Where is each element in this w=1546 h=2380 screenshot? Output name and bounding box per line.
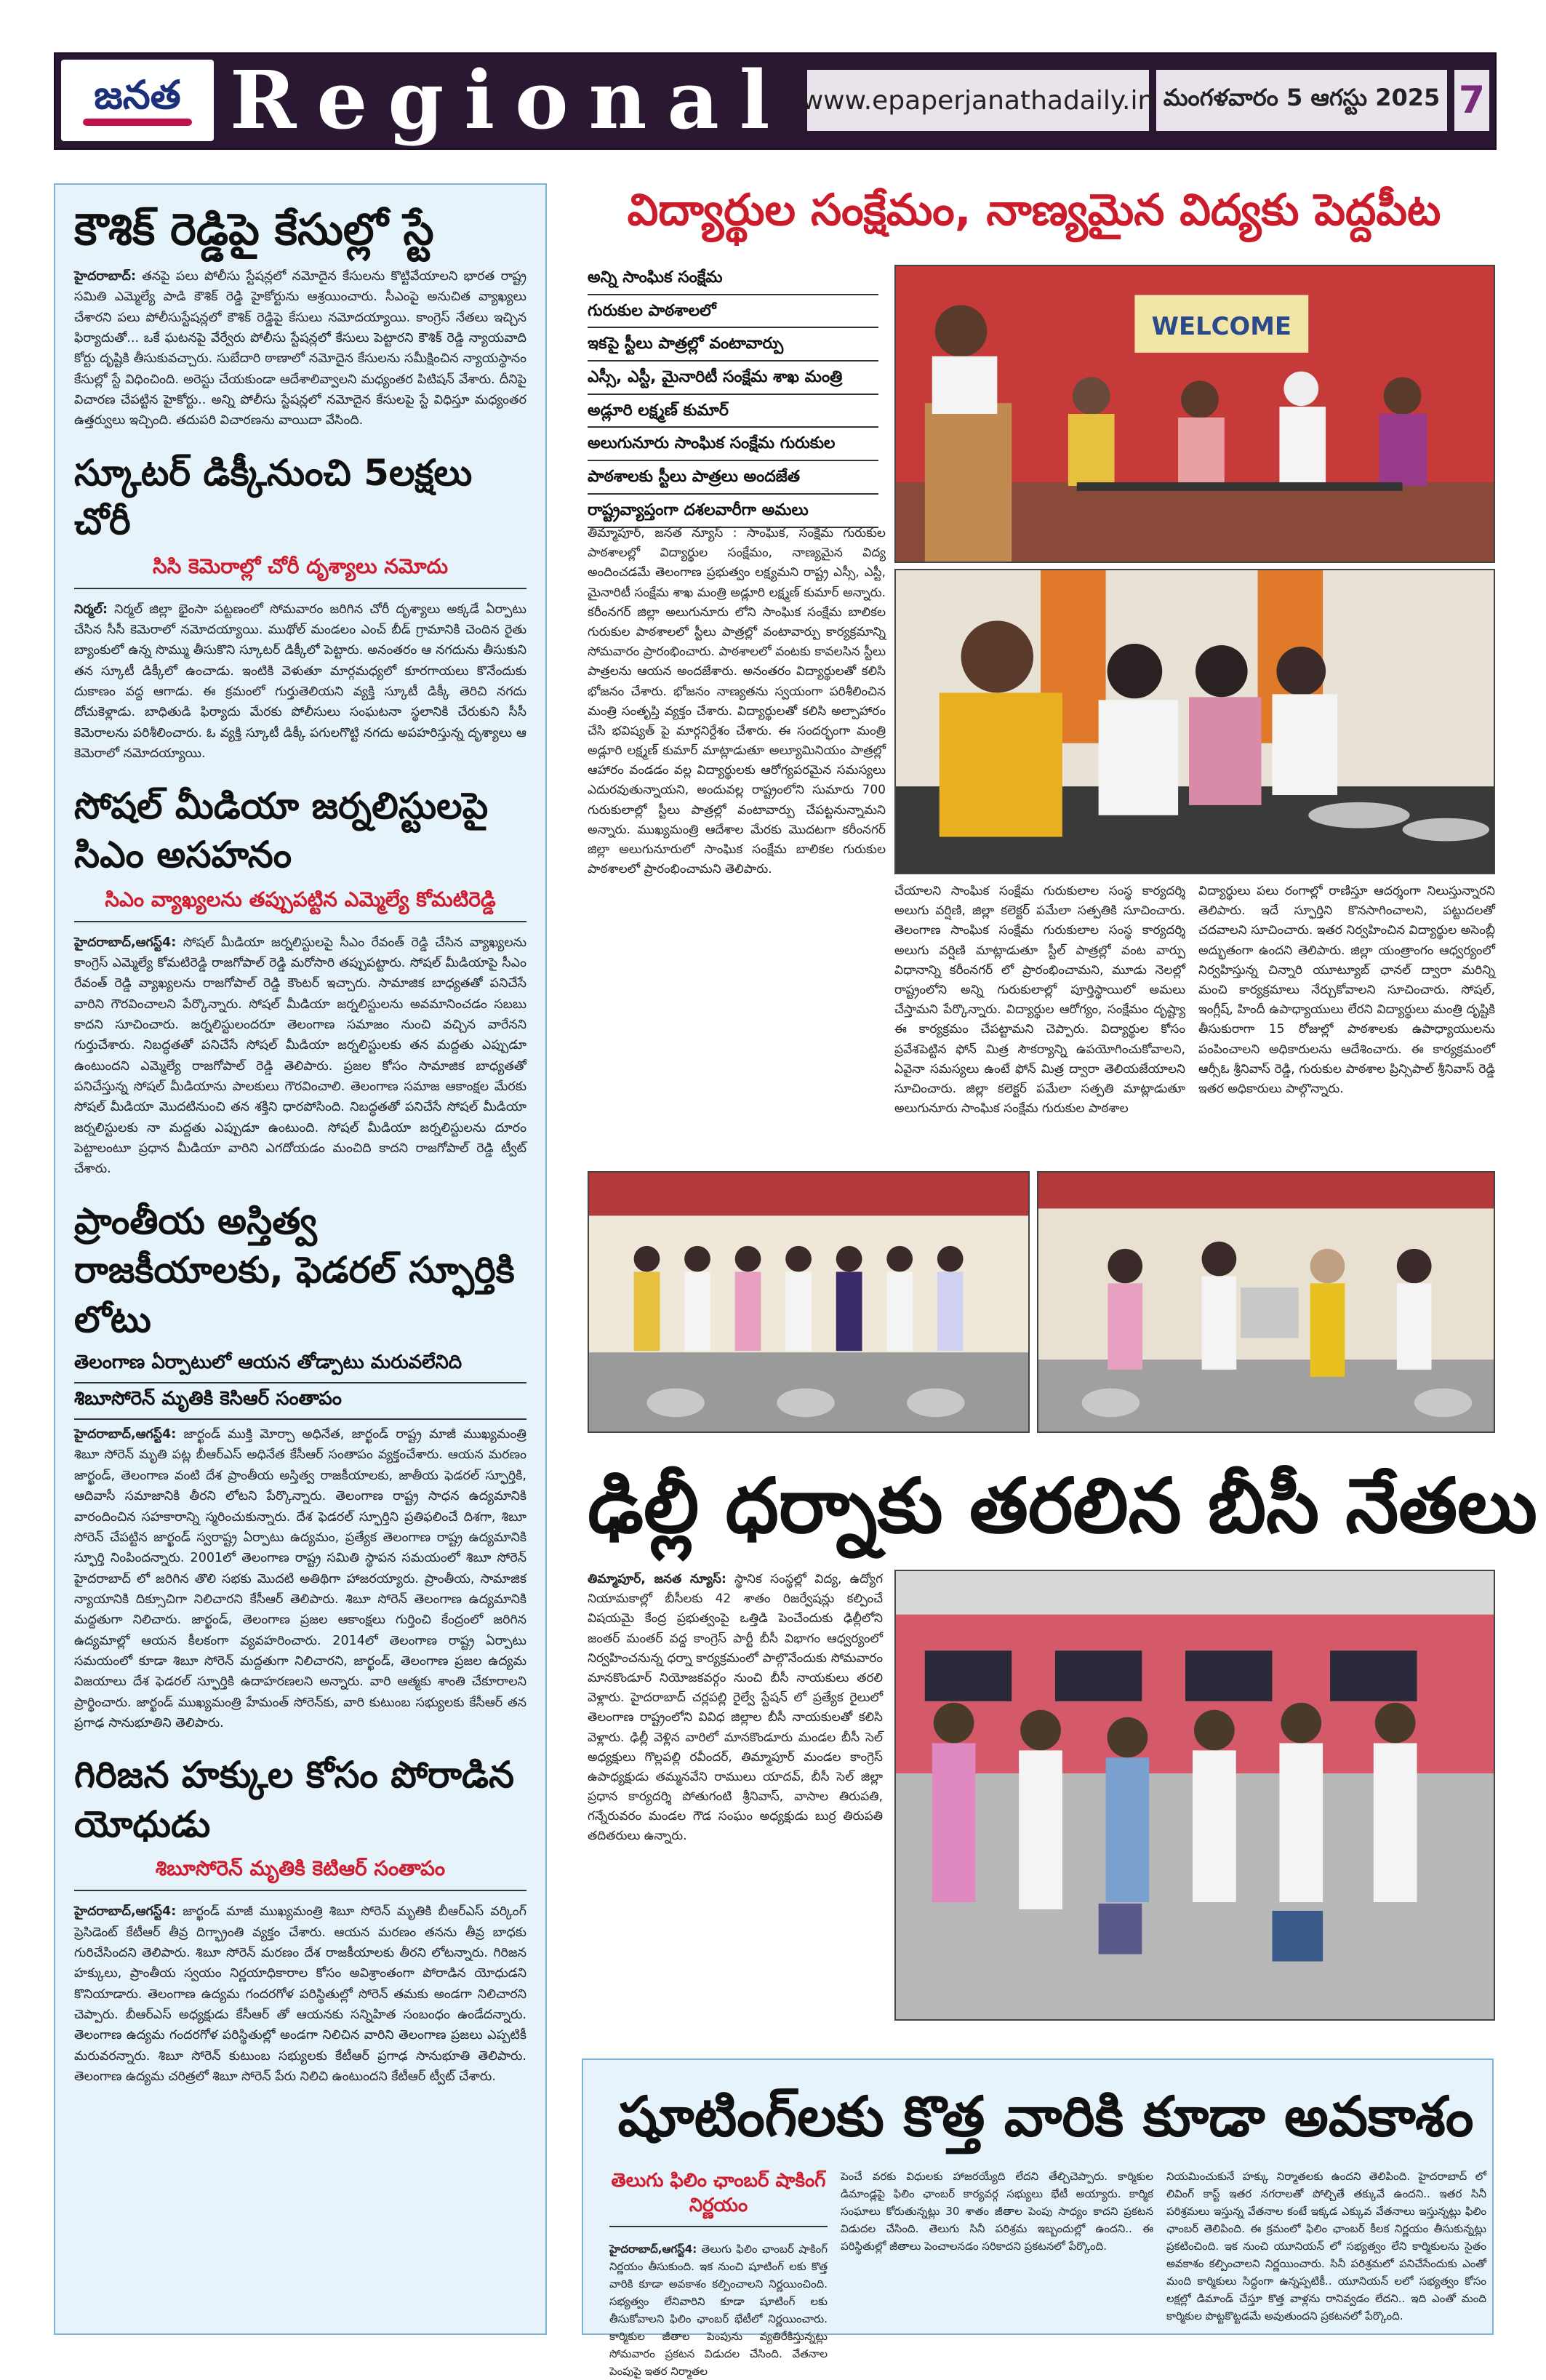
photo-vessel-handover [1037,1171,1495,1433]
film-story-col-3: నియమించుకునే హక్కు నిర్మాతలకు ఉందని తెలిపింది. హైదరాబాద్ లో లివింగ్ కాస్ట్ ఇతర నగరాలతో పోల్చితే తక్కువే ఉందని.. ఇతర సినీ పరిశ్రమలు ఇస్తున్న వేతనాల కంటే ఇక్కడ ఎక్కువ వేతనాలు ఇస్తున్నట్లు ఫిలిం ఛాంబర్ తెలిపింది. ఈ క్రమంలో ఫిలిం ఛాంబర్ కీలక నిర్ణయం తీసుకున్నట్లు ప్రకటించింది. ఇక నుంచి యూనియన్ లో సభ్యత్వం లేని కార్మికులను సైతం అవకాశం కల్పించాలని నిర్ణయించారు. సినీ పరిశ్రమలో పనిచేసేందుకు ఎంతో మంది కార్మికులు సిద్ధంగా ఉన్నప్పటికీ.. యూనియన్ లలో సభ్యత్వం కోసం లక్షల్లో డిమాండ్ చేస్తూ కొత్త వాళ్లను రానివ్వడం లేదని.. ఇది ఎంతో మంది కార్మికుల పొట్టకొట్టడమే అవుతుందని ప్రకటనలో పేర్కొంది. [1166,2170,1486,2323]
story-text: జార్ఖండ్ మాజీ ముఖ్యమంత్రి శిబూ సోరెన్ మృతికి బీఆర్ఎస్ వర్కింగ్ ప్రెసిడెంట్ కేటీఆర్ తీవ్ర దిగ్భ్రాంతి వ్యక్తం చేశారు. ఆయన మరణం తనను తీవ్ర బాధకు గురిచేసిందని తెలిపారు. శిబూ సోరెన్ మరణం దేశ రాజకీయాలకు తీరని లోటన్నారు. గిరిజన హక్కులు, ప్రాంతీయ స్వయం నిర్ణయాధికారాల కోసం అవిశ్రాంతంగా పోరాడిన యోధుడని కొనియాడారు. తెలంగాణ ఉద్యమ గందరగోళ పరిస్థితుల్లో సోరెన్ తమకు అండగా నిలిచారని చెప్పారు. బీఆర్ఎస్ అధ్యక్షుడు కేసీఆర్ తో ఆయనకు సన్నిహిత సంబంధం ఉండేదన్నారు. తెలంగాణ ఉద్యమ గందరగోళ పరిస్థితుల్లో అండగా నిలిచిన వారిని తెలంగాణ ప్రజలు ఎప్పటికీ మరువరన్నారు. శిబూ సోరెన్ కుటుంబ సభ్యులకు కేటీఆర్ ప్రగాఢ సానుభూతి తెలిపారు. తెలంగాణ ఉద్యమ చరిత్రలో శిబూ సోరెన్ పేరు నిలిచి ఉంటుందని కేటీఆర్ ట్వీట్ చేశారు. [74,1904,526,2085]
story-text: తనపై పలు పోలీసు స్టేషన్లలో నమోదైన కేసులను కొట్టివేయాలని భారత రాష్ట్ర సమితి ఎమ్మెల్యే పాడి కౌశిక్ రెడ్డి హైకోర్టును ఆశ్రయించారు. సీఎంపై అనుచిత వ్యాఖ్యలు చేశారని పలు పోలీసుస్టేషన్లలో కౌశిక్ రెడ్డిపై కేసులు నమోదయ్యాయి. కాంగ్రెస్ నేతలు ఇచ్చిన ఫిర్యాదుతో... ఒకే ఘటనపై వేర్వేరు పోలీసు స్టేషన్లలో కేసులు పెట్టారని కౌశిక్ రెడ్డి న్యాయవాది కోర్టు దృష్టికి తీసుకువచ్చారు. సుబేదారి ఠాణాలో నమోదైన కేసులను సమీక్షించిన న్యాయస్థానం కేసుల్లో స్టే విధించింది. అరెస్టు చేయకుండా ఆదేశాలివ్వాలని మధ్యంతర పిటిషన్ వేశారు. దీనిపై విచారణ చేపట్టిన హైకోర్టు.. అన్ని పోలీసు స్టేషన్లలో నమోదైన కేసులపై స్టే విధిస్తూ మధ్యంతర ఉత్తర్వులు ఇచ్చింది. తదుపరి విచారణను వాయిదా వేసింది. [74,269,526,428]
section-title: Regional [230,53,790,147]
welcome-banner: WELCOME [1151,312,1292,341]
dateline: తిమ్మాపూర్, జనత న్యూస్: [588,1572,726,1586]
left-news-column [54,183,547,2335]
deck-line: రాష్ట్రవ్యాప్తంగా దశలవారీగా అమలు [588,495,878,528]
hostel-story-deck [588,262,878,528]
deck-line: అడ్లూరి లక్ష్మణ్ కుమార్ [588,395,878,428]
story-headline: సోషల్ మీడియా జర్నలిస్టులపై సిఎం అసహనం [74,784,489,876]
newspaper-logo [61,60,214,141]
story-text: సోషల్ మీడియా జర్నలిస్టులపై సీఎం రేవంత్ రెడ్డి చేసిన వ్యాఖ్యలను కాంగ్రెస్ ఎమ్మెల్యే కోమటిరెడ్డి రాజగోపాల్ రెడ్డి మరోసారి తప్పుపట్టారు. సోషల్ మీడియాపై సీఎం రేవంత్ రెడ్డి వ్యాఖ్యలను రాజగోపాల్ రెడ్డి కౌంటర్ ఇచ్చారు. సామాజిక బాధ్యతతో పనిచేసే వారిని గౌరవించాలని పేర్కొన్నారు. సోషల్ మీడియా జర్నలిస్టులను అవమానించడం సబబు కాదని సూచించారు. జర్నలిస్టులందరూ తెలంగాణ సమాజం నుంచి వచ్చిన వారేనని గుర్తుచేశారు. నిబద్ధతతో పనిచేసే సోషల్ మీడియా జర్నలిస్టులకు తన మద్దతు ఎప్పుడూ ఉంటుందని ఎమ్మెల్యే రాజగోపాల్ రెడ్డి తెలిపారు. ప్రజల కోసం సామాజిక బాధ్యతతో పనిచేస్తున్న సోషల్ మీడియాను పాలకులు గౌరవించాలి. తెలంగాణ సమాజ ఆకాంక్షల మేరకు సోషల్ మీడియా మొదటినుంచి తన శక్తిని ధారపోసింది. నిబద్ధతతో పనిచేసే సోషల్ మీడియా జర్నలిస్టులకు నా మద్దతు ఎప్పుడూ ఉంటుంది. సోషల్ మీడియా జర్నలిస్టులను దూరం పెట్టాలంటూ ప్రధాన మీడియా వారిని ఎగదోయడం మంచిది కాదని రాజగోపాల్ రెడ్డి ట్వీట్ చేశారు. [74,935,526,1177]
dateline: హైదరాబాద్,ఆగస్ట్4: [74,1904,177,1920]
logo-text: జనత [94,71,181,118]
film-story-subheadline: తెలుగు ఫిలిం ఛాంబర్ షాకింగ్ నిర్ణయం [609,2169,828,2227]
deck-line: పాఠశాలకు స్టీలు పాత్రలు అందజేత [588,461,878,495]
delhi-story-headline: ఢిల్లీ ధర్నాకు తరలిన బీసీ నేతలు [588,1461,1537,1550]
story-text: నిర్మల్ జిల్లా భైంసా పట్టణంలో సోమవారం జరిగిన చోరీ దృశ్యాలు అక్కడే ఏర్పాటు చేసిన సీసీ కెమెరాలో నమోదయ్యాయి. ముథోల్ మండలం ఎంచ్ బీడ్ గ్రామానికి చెందిన రైతు బ్యాంకులో ఉన్న సొమ్ము తీసుకొని స్కూటర్ డిక్కీలో పెట్టారు. అనంతరం ఆ నగదును తీసుకుని తన స్కూటీ డిక్కీలో ఉంచాడు. ఇంటికి వెళుతూ మార్గమధ్యలో కూరగాయలు కొనేందుకు దుకాణం వద్ద ఆగాడు. ఈ క్రమంలో గుర్తుతెలియని వ్యక్తి స్కూటీ డిక్కీ తెరిచి నగదు దోచుకెళ్లాడు. బాధితుడి ఫిర్యాదు మేరకు పోలీసులు సంఘటనా స్థలానికి చేరుకుని సీసీ కెమెరాలను పరిశీలించారు. ఓ వ్యక్తి స్కూటీ డిక్కీ పగులగొట్టి నగదు అపహరిస్తున్న దృశ్యాలు ఆ కెమెరాలో నమోదయ్యాయి. [74,602,527,762]
photo-group [588,1171,1030,1433]
delhi-story-body [588,1570,883,2021]
story-text: జార్ఖండ్ ముక్తి మోర్చా అధినేత, జార్ఖండ్ రాష్ట్ర మాజీ ముఖ్యమంత్రి శిబూ సోరెన్ మృతి పట్ల బీఆర్ఎస్ అధినేత కేసీఆర్ సంతాపం వ్యక్తంచేశారు. ఆయన మరణం జార్ఖండ్, తెలంగాణ వంటి దేశ ప్రాంతీయ అస్తిత్వ రాజకీయాలకు, జాతీయ ఫెడరల్ స్ఫూర్తికి, ఆదివాసీ సమాజానికి తీరని లోటని పేర్కొన్నారు. తెలంగాణ రాష్ట్ర సాధన ఉద్యమానికి వారందించిన సహకారాన్ని స్మరించుకున్నారు. దేశ ఫెడరల్ స్ఫూర్తిని ప్రతిఫలించే దిశగా, శిబూ సోరెన్ చేపట్టిన జార్ఖండ్ స్వరాష్ట్ర ఏర్పాటు ఉద్యమం, ప్రత్యేక తెలంగాణ రాష్ట్ర ఉద్యమానికి స్ఫూర్తి నింపిందన్నారు. 2001లో తెలంగాణ రాష్ట్ర సమితి స్థాపన సమయంలో శిబూ సోరెన్ హైదరాబాద్ లో జరిగిన తొలి సభకు మొదటి అతిథిగా హాజరయ్యారు. ప్రాంతీయ, సామాజిక న్యాయానికి దిక్సూచిగా నిలిచారని కేసీఆర్ తెలిపారు. శిబూ సోరెన్ తెలంగాణ ఉద్యమానికి మద్దతుగా నిలిచారు. జార్ఖండ్, తెలంగాణ ప్రజల ఆకాంక్షలు గుర్తించి కేంద్రంలో జరిగిన ఉద్యమాల్లో ఆయన కీలకంగా వ్యవహరించారు. 2014లో తెలంగాణ రాష్ట్ర ఏర్పాటు సమయంలో కూడా శిబూ సోరెన్ మద్దతుగా నిలిచారని, జార్ఖండ్, తెలంగాణ ప్రజల ఉద్యమ విజయాలు దేశ ఫెడరల్ స్ఫూర్తికి ఉదాహరణలని అన్నారు. వారి ఆత్మకు శాంతి చేకూరాలని ప్రార్థించారు. జార్ఖండ్ ముఖ్యమంత్రి హేమంత్ సోరెన్‌కు, వారి కుటుంబ సభ్యులకు కేసీఆర్ తన ప్రగాఢ సానుభూతిని తెలిపారు. [74,1427,526,1730]
masthead [54,52,1497,150]
story-body [74,1901,526,2087]
film-story-col-1 [609,2240,828,2378]
story-body [74,1424,526,1733]
story-kcr-condolence [74,1197,526,1734]
story-subheadline-2: శిబూసోరెన్ మృతికి కెసిఆర్ సంతాపం [74,1388,526,1420]
story-headline: గిరిజన హక్కుల కోసం పోరాడిన యోధుడు [74,1754,515,1845]
page-number: 7 [1454,70,1489,131]
film-story-headline: షూటింగ్‌లకు కొత్త వారికి కూడా అవకాశం [617,2084,1474,2149]
hostel-story-col-1: తిమ్మాపూర్, జనత న్యూస్ : సాంఘిక, సంక్షేమ గురుకుల పాఠశాలల్లో విద్యార్థుల సంక్షేమం, నాణ్యమైన విద్య అందించడమే తెలంగాణ ప్రభుత్వం లక్ష్యమని రాష్ట్ర ఎస్సీ, ఎస్టీ, మైనారిటీ సంక్షేమ శాఖ మంత్రి అడ్లూరి లక్ష్మణ్ కుమార్ అన్నారు. కరీంనగర్ జిల్లా అలుగునూరు లోని సాంఘిక సంక్షేమ బాలికల గురుకుల పాఠశాలలో స్టీలు పాత్రల్లో వంటావార్పు కార్యక్రమాన్ని సోమవారం ప్రారంభించారు. పాఠశాలలో వంటకు కావలసిన స్టీలు పాత్రలను ఆయన అందజేశారు. అనంతరం విద్యార్థులతో కలిసి భోజనం చేశారు. భోజనం నాణ్యతను స్వయంగా పరిశీలించిన మంత్రి సంతృప్తి వ్యక్తం చేశారు. విద్యార్థులతో కలిసి అల్పాహారం చేసి భవిష్యత్ పై మార్గనిర్దేశం చేశారు. ఈ సందర్భంగా మంత్రి అడ్లూరి లక్ష్మణ్ కుమార్ మాట్లాడుతూ అల్యూమినియం పాత్రల్లో ఆహారం వండడం వల్ల విద్యార్థులకు ఆరోగ్యపరమైన సమస్యలు ఎదురవుతున్నాయని, అందువల్ల రాష్ట్రంలోని సుమారు 700 గురుకులాల్లో స్టీలు పాత్రల్లో వంటావార్పు చేపట్టనున్నామని అన్నారు. ముఖ్యమంత్రి ఆదేశాల మేరకు మొదటగా కరీంనగర్ జిల్లా అలుగునూరులో సాంఘిక సంక్షేమ బాలికల గురుకుల పాఠశాలలో ప్రారంభించామని తెలిపారు. [588,526,886,877]
story-subheadline: తెలంగాణ ఏర్పాటులో ఆయన తోడ్పాటు మరువలేనిది [74,1351,526,1383]
story-body [74,933,526,1180]
hostel-story-headline: విద్యార్థుల సంక్షేమం, నాణ్యమైన విద్యకు పెద్దపీట [627,185,1441,236]
deck-line: ఎస్సీ, ఎస్టీ, మైనారిటీ సంక్షేమ శాఖ మంత్రి [588,362,878,395]
story-subheadline: సిసి కెమెరాల్లో చోరీ దృశ్యాలు నమోదు [74,554,526,589]
logo-underline [83,119,192,126]
story-headline: స్కూటర్ డిక్కీనుంచి 5లక్షలు చోరీ [74,451,473,543]
deck-line: ఇకపై స్టీలు పాత్రల్లో వంటావార్పు [588,328,878,362]
story-subheadline: శిబూసోరెన్ మృతికి కెటిఆర్ సంతాపం [74,1856,526,1891]
dateline: నిర్మల్: [74,602,108,617]
story-headline: ప్రాంతీయ అస్తిత్వ రాజకీయాలకు, ఫెడరల్ స్ఫూర్తికి లోటు [74,1199,515,1341]
website-url: www.epaperjanathadaily.in [807,70,1149,131]
story-ktr-condolence [74,1751,526,2087]
hostel-story-col-3: విద్యార్థులు పలు రంగాల్లో రాణిస్తూ ఆదర్శంగా నిలుస్తున్నారని తెలిపారు. ఇదే స్ఫూర్తిని కొనసాగించాలని, పట్టుదలతో చదవాలని సూచించారు. ఇతర నిర్వహించిన విద్యార్థుల అసెంబ్లీ అద్భుతంగా ఉందని తెలిపారు. జిల్లా యంత్రాంగం ఆధ్వర్యంలో నిర్వహిస్తున్న చిన్నారి యూట్యూబ్ ఛానల్ ద్వారా మరిన్ని మంచి కార్యక్రమాలు నేర్చుకోవాలని సూచించారు. సోషల్, ఇంగ్లీష్, హిందీ ఉపాధ్యాయులు లేరని విద్యార్థులు మంత్రి దృష్టికి తీసుకురాగా 15 రోజుల్లో పాఠశాలకు ఉపాధ్యాయులను పంపించాలని అధికారులను ఆదేశించారు. ఈ కార్యక్రమంలో ఆర్సీఓ శ్రీనివాస్ రెడ్డి, గురుకుల పాఠశాల ప్రిన్సిపాల్ శ్రీనివాస్ రెడ్డి ఇతర అధికారులు పాల్గొన్నారు. [1198,884,1495,1096]
hostel-story-col-2: చేయాలని సాంఘిక సంక్షేమ గురుకులాల సంస్థ కార్యదర్శి అలుగు వర్షిణి, జిల్లా కలెక్టర్ పమేలా సత్పతికి సూచించారు. తెలంగాణ సాంఘిక సంక్షేమ గురుకులాల సంస్థ కార్యదర్శి అలుగు వర్షిణి మాట్లాడుతూ స్టీల్ పాత్రల్లో వంట వార్పు విధానాన్ని కరీంనగర్ లో ప్రారంభించామని, మూడు నెలల్లో రాష్ట్రంలోని అన్ని గురుకులాల్లో పూర్తిస్థాయిలో అమలు చేస్తామని పేర్కొన్నారు. విద్యార్థుల ఆరోగ్యం, సంక్షేమం దృష్ట్యా ఈ కార్యక్రమం చేపట్టామని చెప్పారు. విద్యార్థుల కోసం ప్రవేశపెట్టిన ఫోన్ మిత్ర సౌకర్యాన్ని ఉపయోగించుకోవాలని, ఏవైనా సమస్యలు ఉంటే ఫోన్ మిత్ర ద్వారా తెలియజేయాలని సూచించారు. జిల్లా కలెక్టర్ పమేలా సత్పతి మాట్లాడుతూ అలుగునూరు సాంఘిక సంక్షేమ గురుకుల పాఠశాల [894,884,1185,1117]
issue-date: మంగళవారం 5 ఆగస్టు 2025 [1156,70,1447,131]
dateline: హైదరాబాద్,ఆగస్ట్4: [74,1427,177,1442]
story-kaushik-reddy [74,204,526,431]
story-scooter-theft [74,449,526,764]
story-social-media [74,782,526,1180]
dateline: హైదరాబాద్: [74,269,136,284]
story-text: స్థానిక సంస్థల్లో విద్య, ఉద్యోగ నియామకాల్లో బీసీలకు 42 శాతం రిజర్వేషన్లు కల్పించే విషయమై కేంద్ర ప్రభుత్వంపై ఒత్తిడి పెంచేందుకు ఢిల్లీలోని జంతర్ మంతర్ వద్ద కాంగ్రెస్ పార్టీ బీసీ విభాగం ఆధ్వర్యంలో నిర్వహించనున్న ధర్నా కార్యక్రమంలో పాల్గొనేందుకు సోమవారం మానకొండూర్ నియోజకవర్గం నుంచి బీసీ నాయకులు తరలి వెళ్లారు. హైదరాబాద్ చర్లపల్లి రైల్వే స్టేషన్ లో ప్రత్యేక రైలులో తెలంగాణ రాష్ట్రంలోని వివిధ జిల్లాల బీసీ నాయకులతో కలిసి వెళ్లారు. ఢిల్లీ వెళ్లిన వారిలో మానకొండూరు మండల బీసీ సెల్ అధ్యక్షులు గొల్లపల్లి రవీందర్, తిమ్మాపూర్ మండల కాంగ్రెస్ ఉపాధ్యక్షుడు తమ్మనవేని రాములు యాదవ్, బీసీ సెల్ జిల్లా ప్రధాన కార్యదర్శి పోతుగంటి శ్రీనివాస్, వాసాల తిరుపతి, గన్నేరువరం మండల గౌడ సంఘం అధ్యక్షుడు బుర్ర తిరుపతి తదితరులు ఉన్నారు. [588,1572,884,1844]
photo-minister-speech [894,265,1495,563]
story-subheadline: సిఎం వ్యాఖ్యలను తప్పుపట్టిన ఎమ్మెల్యే కోమటిరెడ్డి [74,887,526,922]
film-story-col-2: పెంచే వరకు విధులకు హాజరయ్యేది లేదని తేల్చిచెప్పారు. కార్మికుల డిమాండ్లపై ఫిలిం ఛాంబర్ కార్యవర్గ సభ్యులు భేటీ అయ్యారు. కార్మిక సంఘాలు కోరుతున్నట్లు 30 శాతం జీతాల పెంపు సాధ్యం కాదని ప్రకటన విడుదల చేసింది. తెలుగు సినీ పరిశ్రమ ఇబ్బందుల్లో ఉందని.. ఈ పరిస్థితుల్లో జీతాలు పెంచాలనడం సరికాదని ప్రకటనలో పేర్కొంది. [841,2170,1153,2253]
dateline: హైదరాబాద్,ఆగస్ట్4: [74,935,177,950]
story-body [74,266,526,431]
deck-line: గురుకుల పాఠశాలలో [588,295,878,329]
photo-students-dining [894,569,1495,874]
deck-line: అన్ని సాంఘిక సంక్షేమ [588,262,878,295]
dateline: హైదరాబాద్,ఆగస్ట్4: [609,2243,697,2256]
deck-line: అలుగునూరు సాంఘిక సంక్షేమ గురుకుల [588,428,878,461]
photo-bc-leaders-train [894,1570,1495,2021]
story-text: తెలుగు ఫిలిం ఛాంబర్ షాకింగ్ నిర్ణయం తీసుకుంది. ఇక నుంచి షూటింగ్ లకు కొత్త వారికి కూడా అవకాశం కల్పించాలని నిర్ణయించింది. సభ్యత్వం లేనివారిని కూడా షూటింగ్ లకు తీసుకోవాలని ఫిలిం ఛాంబర్ భేటీలో నిర్ణయించారు. కార్మికుల జీతాల పెంపును వ్యతిరేకిస్తున్నట్లు సోమవారం ప్రకటన విడుదల చేసింది. వేతనాల పెంపుపై ఇతర నిర్మాతల [609,2243,828,2378]
story-headline: కౌశిక్ రెడ్డిపై కేసుల్లో స్టే [74,204,434,255]
story-body [74,599,526,764]
